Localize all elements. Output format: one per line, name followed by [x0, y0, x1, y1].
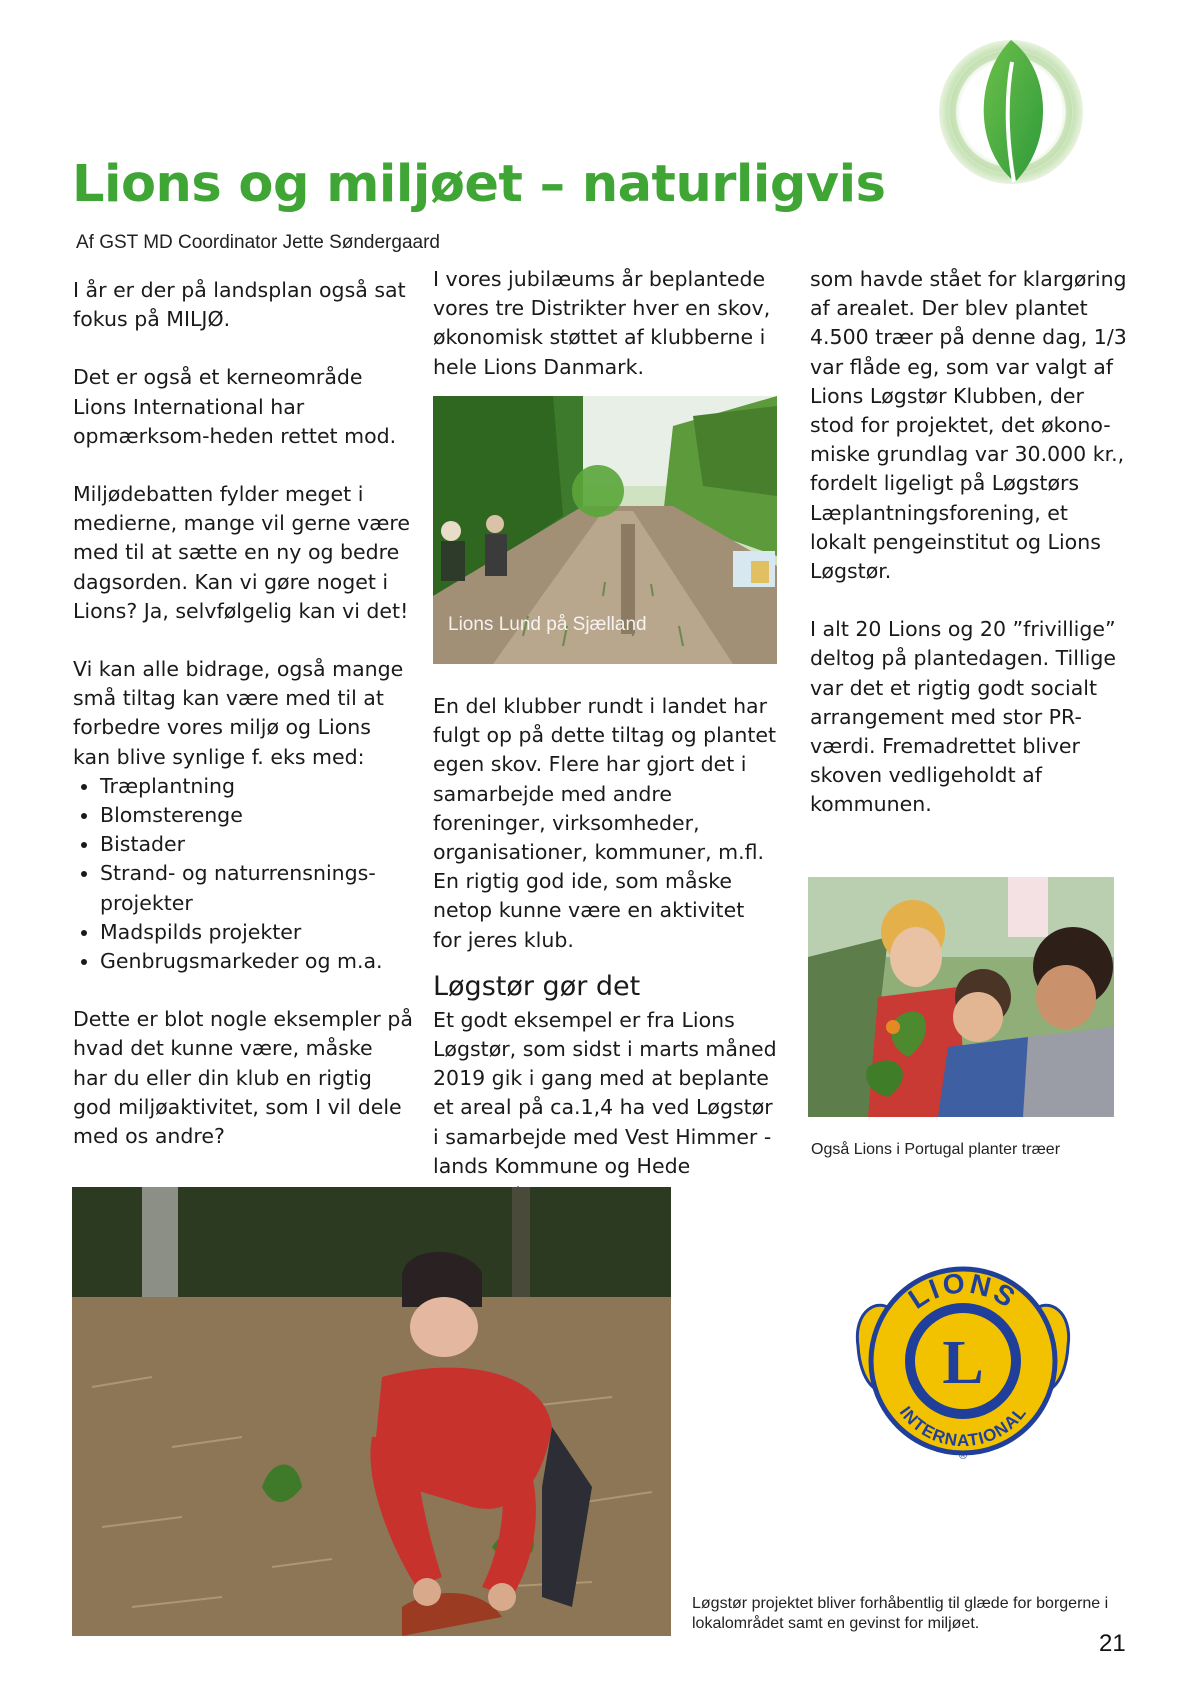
column-2-bottom — [433, 692, 778, 1239]
byline: Af GST MD Coordinator Jette Søndergaard — [76, 232, 440, 253]
paragraph: En del klubber rundt i landet har fulgt op på dette tiltag og plantet egen skov. Flere har gjort det i samarbejde med andre foreninger, virksomheder, organisationer, kommuner, m.fl. En rigtig god ide, som måske netop kunne være en aktivitet for jeres klub. — [433, 694, 777, 952]
svg-text:LIONS — [903, 1267, 1023, 1315]
list-item: • Madspilds projekter — [100, 918, 413, 947]
paragraph: Dette er blot nogle eksempler på hvad det kunne være, måske har du eller din klub en rigtig god miljøaktivitet, som I vil dele med os andre? — [73, 1007, 413, 1149]
column-2-top — [433, 265, 778, 411]
photo-caption: Også Lions i Portugal planter træer — [811, 1141, 1061, 1158]
bullet-list — [73, 772, 413, 976]
paragraph: Miljødebatten fylder meget i medierne, mange vil gerne være med til at sætte en ny og bedre dagsorden. Kan vi gøre noget i Lions? Ja, selvfølgelig kan vi det! — [73, 482, 410, 623]
bottom-photo-caption: Løgstør projektet bliver forhåbentlig til glæde for borgerne i lokalområdet samt en gevinst for miljøet. — [692, 1595, 1109, 1632]
paragraph: I år er der på landsplan også sat fokus på MILJØ. — [73, 278, 406, 332]
paragraph: Et godt eksempel er fra Lions Løgstør, som sidst i marts måned 2019 gik i gang med at beplante et areal på ca.1,4 ha ved Løgstør i samarbejde med Vest Himmer - lands Kommune og Hede — [433, 1007, 777, 1178]
logo-bottom-text: INTERNATIONAL — [895, 1402, 1031, 1450]
paragraph: som havde stået for klargøring af arealet. Der blev plantet 4.500 træer på denne dag, 1/3 var flåde eg, som var valgt af Lions Løgstør Klubben, der stod for projektet, det økono-miske grundlag var 30.000 kr., fordelt ligeligt på Løgstørs Læplantningsforening, et lokalt pengeinstitut og Lions Løgstør. — [810, 267, 1127, 584]
logo-top-text: LIONS — [902, 1267, 1023, 1315]
logo-letter: L — [942, 1329, 984, 1397]
paragraph: I vores jubilæums år beplantede vores tre Distrikter hver en skov, økonomisk støttet af klubberne i hele Lions Danmark. — [433, 267, 771, 379]
lions-international-logo — [848, 1251, 1078, 1471]
list-item: • Træplantning — [100, 772, 413, 801]
portugal-planting-photo — [808, 877, 1114, 1117]
list-item: • Genbrugsmarkeder og m.a. — [100, 947, 413, 976]
paragraph: Det er også et kerneområde Lions International har opmærksom-heden rettet mod. — [73, 365, 397, 448]
forest-planting-photo — [433, 396, 777, 664]
column-1 — [73, 276, 413, 1180]
photo-caption: Lions Lund på Sjælland — [448, 614, 647, 635]
logo-registered-mark: ® — [958, 1450, 968, 1462]
page-title: Lions og miljøet – naturligvis — [72, 155, 886, 214]
paragraph: Vi kan alle bidrage, også mange små tiltag kan være med til at forbedre vores miljø og Lions kan blive synlige f. eks med: — [73, 657, 404, 769]
page-number: 21 — [1099, 1630, 1126, 1657]
paragraph: I alt 20 Lions og 20 ”frivillige” deltog på plantedagen. Tillige var det et rigtig godt socialt arrangement med stor PR-værdi. Fremadrettet bliver skoven vedligeholdt af kommunen. — [810, 617, 1116, 817]
subheading: Løgstør gør det — [433, 970, 641, 1002]
svg-text:INTERNATIONAL — [896, 1403, 1030, 1450]
column-3 — [810, 265, 1130, 849]
leaf-logo-icon — [935, 32, 1087, 192]
planting-man-photo — [72, 1187, 671, 1636]
list-item: • Bistader — [100, 830, 413, 859]
list-item: • Strand- og naturrensnings-projekter — [100, 859, 413, 917]
list-item: • Blomsterenge — [100, 801, 413, 830]
